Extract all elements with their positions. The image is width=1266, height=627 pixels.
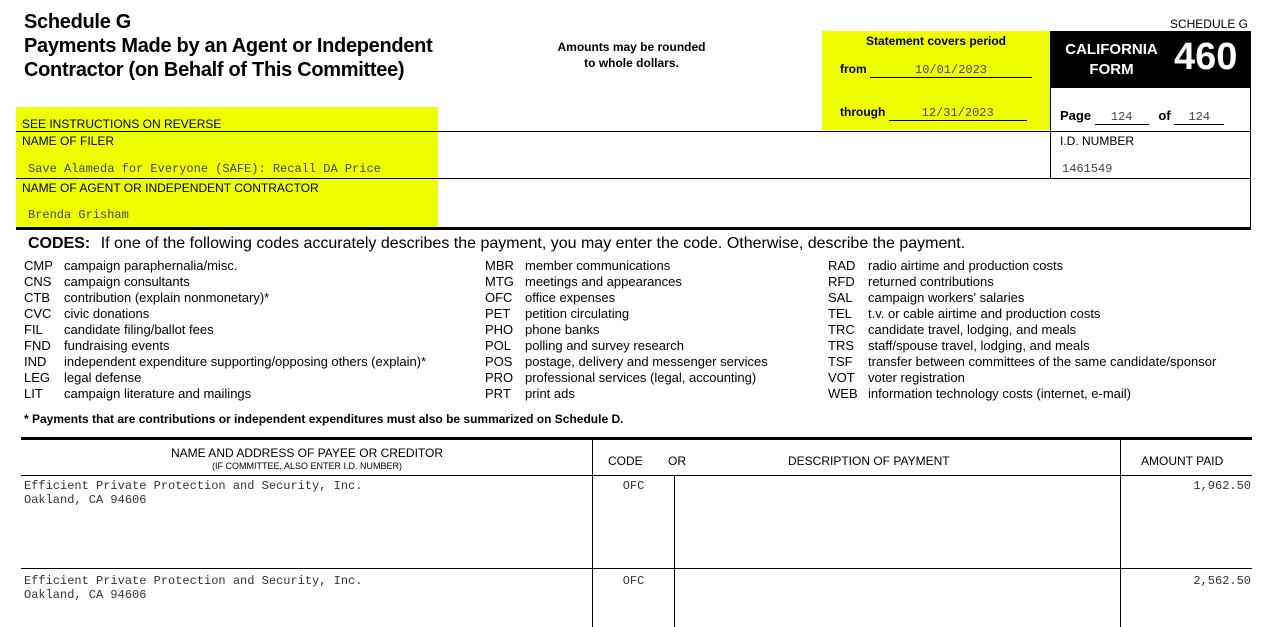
- desc-amount-divider: [1120, 440, 1121, 627]
- code-description: civic donations: [64, 306, 150, 321]
- amount-field[interactable]: 1,962.50: [1193, 479, 1251, 493]
- of-label: of: [1158, 108, 1171, 123]
- code-abbr: FND: [24, 338, 51, 353]
- code-description: voter registration: [868, 370, 965, 385]
- code-abbr: PRO: [485, 370, 514, 385]
- table-top-rule: [21, 437, 1252, 440]
- code-entry: [24, 322, 214, 338]
- code-column-header: CODE: [608, 454, 643, 468]
- page-counter: [1060, 108, 1224, 125]
- amount-field[interactable]: 2,562.50: [1193, 574, 1251, 588]
- agent-name-field[interactable]: Brenda Grisham: [28, 208, 129, 222]
- code-description: campaign literature and mailings: [64, 386, 252, 401]
- instructions-note: SEE INSTRUCTIONS ON REVERSE: [22, 117, 222, 131]
- rounding-note: [530, 39, 733, 71]
- code-entry: [828, 370, 965, 386]
- page-label: Page: [1060, 108, 1092, 123]
- code-abbr: POS: [485, 354, 513, 369]
- form-number: 460: [1174, 36, 1238, 78]
- description-column-header: DESCRIPTION OF PAYMENT: [788, 454, 950, 468]
- code-abbr: RFD: [828, 274, 855, 289]
- code-abbr: LIT: [24, 386, 43, 401]
- code-description: office expenses: [525, 290, 616, 305]
- code-entry: [485, 370, 756, 386]
- code-entry: [485, 258, 670, 274]
- codes-footnote: * Payments that are contributions or independent expenditures must also be summarized on Schedule D.: [24, 412, 624, 426]
- code-description: staff/spouse travel, lodging, and meals: [868, 338, 1090, 353]
- code-description: professional services (legal, accounting): [525, 370, 757, 385]
- code-description: campaign paraphernalia/misc.: [64, 258, 238, 273]
- code-description: contribution (explain nonmonetary)*: [64, 290, 270, 305]
- from-row: [840, 62, 1032, 78]
- code-desc-divider: [674, 476, 675, 627]
- codes-heading: CODES:: [28, 235, 91, 252]
- code-entry: [485, 354, 768, 370]
- id-number-field[interactable]: 1461549: [1062, 162, 1113, 176]
- code-abbr: IND: [24, 354, 47, 369]
- code-abbr: VOT: [828, 370, 855, 385]
- code-entry: [24, 306, 149, 322]
- form-badge-text: [1060, 40, 1163, 80]
- schedule-title: Schedule G: [24, 11, 132, 33]
- payee-address-field[interactable]: Oakland, CA 94606: [24, 588, 147, 602]
- code-abbr: TSF: [828, 354, 853, 369]
- filer-bottom-rule: [16, 227, 1251, 230]
- statement-period-box: [822, 31, 1050, 130]
- code-abbr: CVC: [24, 306, 52, 321]
- code-description: candidate filing/ballot fees: [64, 322, 214, 337]
- code-entry: [485, 338, 684, 354]
- code-entry: [24, 274, 190, 290]
- code-entry: [485, 386, 575, 402]
- code-description: print ads: [525, 386, 575, 401]
- filer-top-rule: [16, 131, 1251, 132]
- code-abbr: FIL: [24, 322, 43, 337]
- code-description: legal defense: [64, 370, 142, 385]
- agent-name-label: NAME OF AGENT OR INDEPENDENT CONTRACTOR: [22, 181, 319, 195]
- code-entry: [485, 322, 599, 338]
- rounding-note-line2: to whole dollars.: [584, 56, 679, 70]
- code-entry: [828, 306, 1100, 322]
- code-entry: [485, 274, 682, 290]
- code-description: campaign consultants: [64, 274, 190, 289]
- filer-right-rule: [1250, 88, 1251, 229]
- code-description: returned contributions: [868, 274, 994, 289]
- code-entry: [828, 338, 1090, 354]
- code-abbr: CNS: [24, 274, 52, 289]
- code-description: transfer between committees of the same candidate/sponsor: [868, 354, 1217, 369]
- id-left-rule: [1050, 88, 1051, 179]
- period-label: Statement covers period: [865, 34, 1007, 48]
- through-row: [840, 105, 1027, 121]
- page-total-field[interactable]: 124: [1174, 110, 1224, 125]
- code-description: campaign workers' salaries: [868, 290, 1025, 305]
- payee-column-header: [22, 447, 592, 473]
- form-state: CALIFORNIA: [1065, 41, 1158, 58]
- filer-name-field[interactable]: Save Alameda for Everyone (SAFE): Recall DA Price: [28, 162, 381, 176]
- payee-column-subtitle: (IF COMMITTEE, ALSO ENTER I.D. NUMBER): [211, 461, 402, 471]
- code-abbr: OFC: [485, 290, 513, 305]
- code-abbr: CMP: [24, 258, 53, 273]
- code-entry: [828, 354, 1216, 370]
- code-description: independent expenditure supporting/opposing others (explain)*: [64, 354, 427, 369]
- id-number-label: I.D. NUMBER: [1060, 134, 1135, 148]
- code-abbr: TEL: [828, 306, 852, 321]
- code-entry: [828, 386, 1131, 402]
- page-number-field[interactable]: 124: [1095, 110, 1149, 125]
- code-description: t.v. or cable airtime and production costs: [868, 306, 1101, 321]
- code-entry: [24, 290, 269, 306]
- rounding-note-line1: Amounts may be rounded: [557, 40, 706, 54]
- codes-intro-text: If one of the following codes accurately describes the payment, you may enter the code. Otherwise, describe the payment.: [100, 235, 966, 252]
- form-word: FORM: [1089, 61, 1134, 78]
- code-description: polling and survey research: [525, 338, 684, 353]
- code-abbr: MBR: [485, 258, 514, 273]
- form-title-line2: Contractor (on Behalf of This Committee): [24, 59, 405, 81]
- row-divider: [21, 568, 1252, 569]
- filer-middle-rule: [16, 178, 1251, 179]
- code-entry: [828, 274, 994, 290]
- code-abbr: PET: [485, 306, 511, 321]
- filer-name-label: NAME OF FILER: [22, 134, 115, 148]
- code-description: information technology costs (internet, e-mail): [868, 386, 1132, 401]
- code-entry: [24, 370, 141, 386]
- code-description: meetings and appearances: [525, 274, 682, 289]
- schedule-label: SCHEDULE G: [1169, 17, 1248, 31]
- code-entry: [828, 290, 1024, 306]
- code-entry: [24, 258, 237, 274]
- code-entry: [828, 258, 1063, 274]
- code-description: postage, delivery and messenger services: [525, 354, 768, 369]
- code-abbr: PRT: [485, 386, 511, 401]
- form-badge: [1050, 31, 1251, 88]
- or-column-header: OR: [668, 454, 686, 468]
- code-abbr: RAD: [828, 258, 856, 273]
- amount-column-header: AMOUNT PAID: [1141, 454, 1224, 468]
- code-abbr: PHO: [485, 322, 514, 337]
- code-abbr: WEB: [828, 386, 858, 401]
- code-abbr: TRS: [828, 338, 854, 353]
- form-title-line1: Payments Made by an Agent or Independent: [24, 35, 433, 57]
- code-description: fundraising events: [64, 338, 170, 353]
- code-description: member communications: [525, 258, 671, 273]
- payee-code-divider: [592, 440, 593, 627]
- code-abbr: CTB: [24, 290, 50, 305]
- payee-address-field[interactable]: Oakland, CA 94606: [24, 493, 147, 507]
- code-field[interactable]: OFC: [622, 479, 645, 493]
- code-abbr: MTG: [485, 274, 514, 289]
- code-entry: [485, 306, 629, 322]
- code-description: radio airtime and production costs: [868, 258, 1064, 273]
- code-entry: [24, 354, 426, 370]
- code-entry: [24, 338, 170, 354]
- code-entry: [24, 386, 251, 402]
- payee-column-title: NAME AND ADDRESS OF PAYEE OR CREDITOR: [170, 446, 444, 460]
- through-date-field[interactable]: 12/31/2023: [889, 106, 1027, 121]
- code-abbr: LEG: [24, 370, 51, 385]
- code-abbr: SAL: [828, 290, 853, 305]
- code-description: petition circulating: [525, 306, 630, 321]
- codes-intro: [28, 235, 965, 253]
- code-abbr: TRC: [828, 322, 855, 337]
- table-row: [24, 479, 362, 507]
- table-header-rule: [21, 475, 1252, 476]
- payee-name-field[interactable]: Efficient Private Protection and Security, Inc.: [24, 574, 363, 588]
- code-entry: [485, 290, 615, 306]
- code-field[interactable]: OFC: [622, 574, 645, 588]
- code-description: candidate travel, lodging, and meals: [868, 322, 1077, 337]
- code-description: phone banks: [525, 322, 600, 337]
- payee-name-field[interactable]: Efficient Private Protection and Security, Inc.: [24, 479, 363, 493]
- through-label: through: [840, 105, 886, 119]
- from-date-field[interactable]: 10/01/2023: [870, 63, 1032, 78]
- table-row: [24, 574, 362, 602]
- code-entry: [828, 322, 1076, 338]
- from-label: from: [840, 62, 867, 76]
- code-abbr: POL: [485, 338, 512, 353]
